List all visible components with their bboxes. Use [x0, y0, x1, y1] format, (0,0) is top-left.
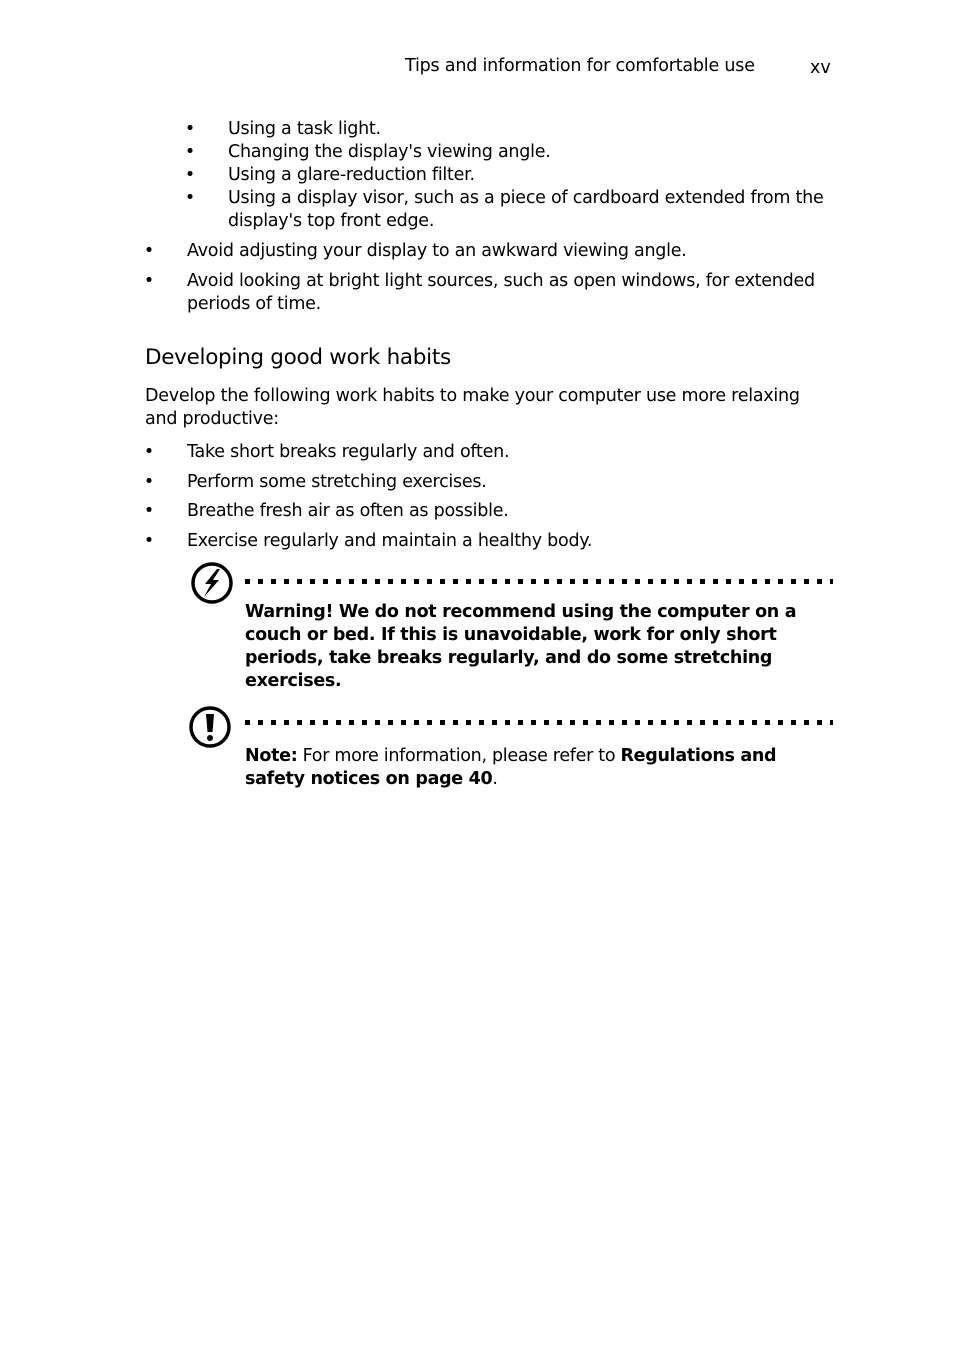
bullet-marker: • — [184, 142, 196, 162]
warning-text: Warning! We do not recommend using the computer on a couch or bed. If this is unavoidable, work for only short periods, take breaks regularly, and do some stretching exercises. — [245, 602, 797, 691]
note-divider — [245, 720, 833, 725]
bullet-marker: • — [143, 501, 155, 521]
note-text — [245, 745, 830, 791]
list-item-text: Perform some stretching exercises. — [187, 472, 487, 492]
bullet-marker: • — [143, 241, 155, 261]
list-item-text: Using a glare-reduction filter. — [228, 165, 475, 185]
list-item-text: Using a display visor, such as a piece of cardboard extended from the display's top front edge. — [228, 188, 824, 231]
bullet-marker: • — [184, 165, 196, 185]
note-body: For more information, please refer to — [297, 746, 621, 766]
lightning-warning-icon — [190, 561, 234, 605]
list-item-text: Avoid looking at bright light sources, such as open windows, for extended periods of time. — [187, 271, 815, 314]
list-item-text: Avoid adjusting your display to an awkward viewing angle. — [187, 241, 687, 261]
list-item-text: Take short breaks regularly and often. — [187, 442, 510, 462]
section-heading: Developing good work habits — [145, 345, 451, 370]
bullet-marker: • — [143, 472, 155, 492]
running-header-title: Tips and information for comfortable use — [405, 56, 755, 76]
note-end: . — [492, 769, 498, 789]
regulations-link[interactable]: Regulations and safety notices on page 40 — [245, 746, 777, 789]
section-intro: Develop the following work habits to make your computer use more relaxing and productive: — [145, 386, 800, 429]
list-item-text: Changing the display's viewing angle. — [228, 142, 551, 162]
bullet-marker: • — [143, 442, 155, 462]
bullet-marker: • — [184, 188, 196, 208]
bullet-marker: • — [143, 531, 155, 551]
page-number: xv — [810, 58, 831, 78]
bullet-marker: • — [143, 271, 155, 291]
list-item-text: Using a task light. — [228, 119, 381, 139]
exclamation-note-icon — [188, 705, 232, 749]
bullet-marker: • — [184, 119, 196, 139]
list-item-text: Breathe fresh air as often as possible. — [187, 501, 509, 521]
note-label: Note: — [245, 746, 298, 766]
warning-divider — [245, 579, 833, 584]
list-item-text: Exercise regularly and maintain a healthy body. — [187, 531, 593, 551]
